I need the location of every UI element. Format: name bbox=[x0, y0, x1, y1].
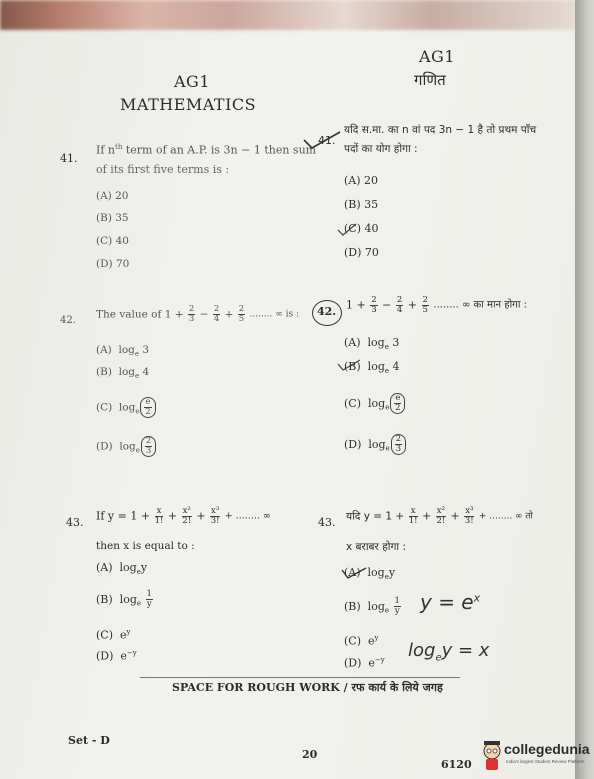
q41-text-hi-2: पदों का योग होगा : bbox=[344, 143, 418, 155]
torn-page-edge bbox=[0, 0, 575, 30]
q42-number-en: 42. bbox=[60, 315, 76, 326]
q42-number-hi: 42. bbox=[317, 305, 337, 318]
q41-option-c-hi: (C) 40 bbox=[344, 222, 379, 235]
q43-number-hi: 43. bbox=[318, 516, 336, 529]
q42-text-hi: 1 + $\frac{2}{3}$ − $\frac{2}{4}$ + $\frac{2}{5}$ ........ ∞ का मान होगा : bbox=[346, 295, 527, 315]
set-label: Set - D bbox=[68, 734, 110, 747]
q42-option-d-en: (D) $\log_e$ $\frac{2}{3}$ bbox=[96, 436, 156, 457]
subject-title-en: MATHEMATICS bbox=[120, 95, 257, 114]
q41-option-a-hi: (A) 20 bbox=[344, 174, 379, 187]
student-mascot-icon bbox=[480, 739, 504, 771]
q41-option-c-en: (C) 40 bbox=[96, 235, 129, 247]
q42-option-a-hi: (A) $\log_e 3$ bbox=[344, 336, 400, 352]
q42-option-c-en: (C) $\log_e$ $\frac{e}{2}$ bbox=[96, 397, 156, 418]
q41-number-en: 41. bbox=[60, 152, 78, 165]
paper-code-right: AG1 bbox=[419, 47, 456, 66]
q41-text-en: If $n^{th}$ term of an A.P. is 3n − 1 then sum bbox=[96, 143, 317, 157]
q43-option-c-hi: (C) $e^y$ bbox=[344, 634, 379, 648]
q43-option-d-en: (D) $e^{-y}$ bbox=[96, 649, 137, 663]
rough-work-divider bbox=[140, 677, 460, 678]
q42-option-b-hi: (B) $\log_e 4$ bbox=[344, 360, 400, 376]
page-gutter-shadow bbox=[575, 0, 594, 779]
paper-code-left: AG1 bbox=[174, 72, 211, 91]
q41-tick-mark-icon bbox=[336, 222, 358, 238]
brand-name: collegedunia bbox=[504, 741, 590, 757]
q41-option-d-hi: (D) 70 bbox=[344, 246, 379, 259]
q41-option-b-en: (B) 35 bbox=[96, 212, 129, 224]
q42-text-en: The value of 1 + $\frac{2}{3}$ − $\frac{2}{4}$ + $\frac{2}{5}$ ........ ∞ is : bbox=[96, 304, 299, 324]
q41-option-a-en: (A) 20 bbox=[96, 190, 129, 202]
q41-number-hi: 41. bbox=[318, 134, 336, 147]
q42-option-b-en: (B) $\log_e 4$ bbox=[96, 366, 150, 381]
q43-text-hi: यदि y = 1 + $\frac{x}{1!}$ + $\frac{\text{x²}}{2!}$ + $\frac{\text{x³}}{3!}$ + ........ ∞ तो bbox=[346, 506, 533, 526]
q43-option-a-hi: (A) $\log_ey$ bbox=[344, 566, 396, 582]
rough-work-label: SPACE FOR ROUGH WORK / रफ कार्य के लिये जगह bbox=[172, 681, 443, 694]
q43-text-hi-2: x बराबर होगा : bbox=[346, 541, 406, 553]
q42-option-c-hi: (C) $\log_e$ $\frac{e}{2}$ bbox=[344, 393, 405, 414]
q41-text-en-2: of its first five terms is : bbox=[96, 163, 230, 176]
q43-option-b-hi: (B) $\log_e$ $\frac{1}{y}$ bbox=[344, 596, 400, 616]
collegedunia-watermark bbox=[480, 737, 592, 775]
q43-option-d-hi: (D) $e^{-y}$ bbox=[344, 656, 385, 670]
q41-option-b-hi: (B) 35 bbox=[344, 198, 379, 211]
q41-option-d-en: (D) 70 bbox=[96, 258, 130, 270]
q42-option-d-hi: (D) $\log_e$ $\frac{2}{3}$ bbox=[344, 434, 406, 455]
subject-title-hi: गणित bbox=[414, 71, 446, 89]
q42-option-a-en: (A) $\log_e 3$ bbox=[96, 344, 150, 359]
handwritten-note-1: $y = e^x$ bbox=[420, 590, 481, 614]
q43-option-a-en: (A) $\log_ey$ bbox=[96, 561, 148, 577]
handwritten-note-2: $\log_ey = x$ bbox=[408, 640, 490, 664]
q43-option-b-en: (B) $\log_e$ $\frac{1}{y}$ bbox=[96, 589, 152, 609]
q43-number-en: 43. bbox=[66, 516, 84, 529]
q43-text-en: If y = 1 + $\frac{x}{1!}$ + $\frac{\text{x²}}{2!}$ + $\frac{\text{x³}}{3!}$ + ........ ∞ bbox=[96, 506, 271, 526]
brand-tagline: India's largest Student Review Platform bbox=[506, 759, 585, 764]
q43-option-c-en: (C) $e^y$ bbox=[96, 628, 131, 642]
q43-text-en-2: then x is equal to : bbox=[96, 540, 195, 552]
paper-code-number: 6120 bbox=[441, 758, 472, 771]
page-number: 20 bbox=[302, 748, 318, 761]
q41-text-hi: यदि स.मा. का n वां पद 3n − 1 है तो प्रथम पाँच bbox=[344, 124, 537, 136]
